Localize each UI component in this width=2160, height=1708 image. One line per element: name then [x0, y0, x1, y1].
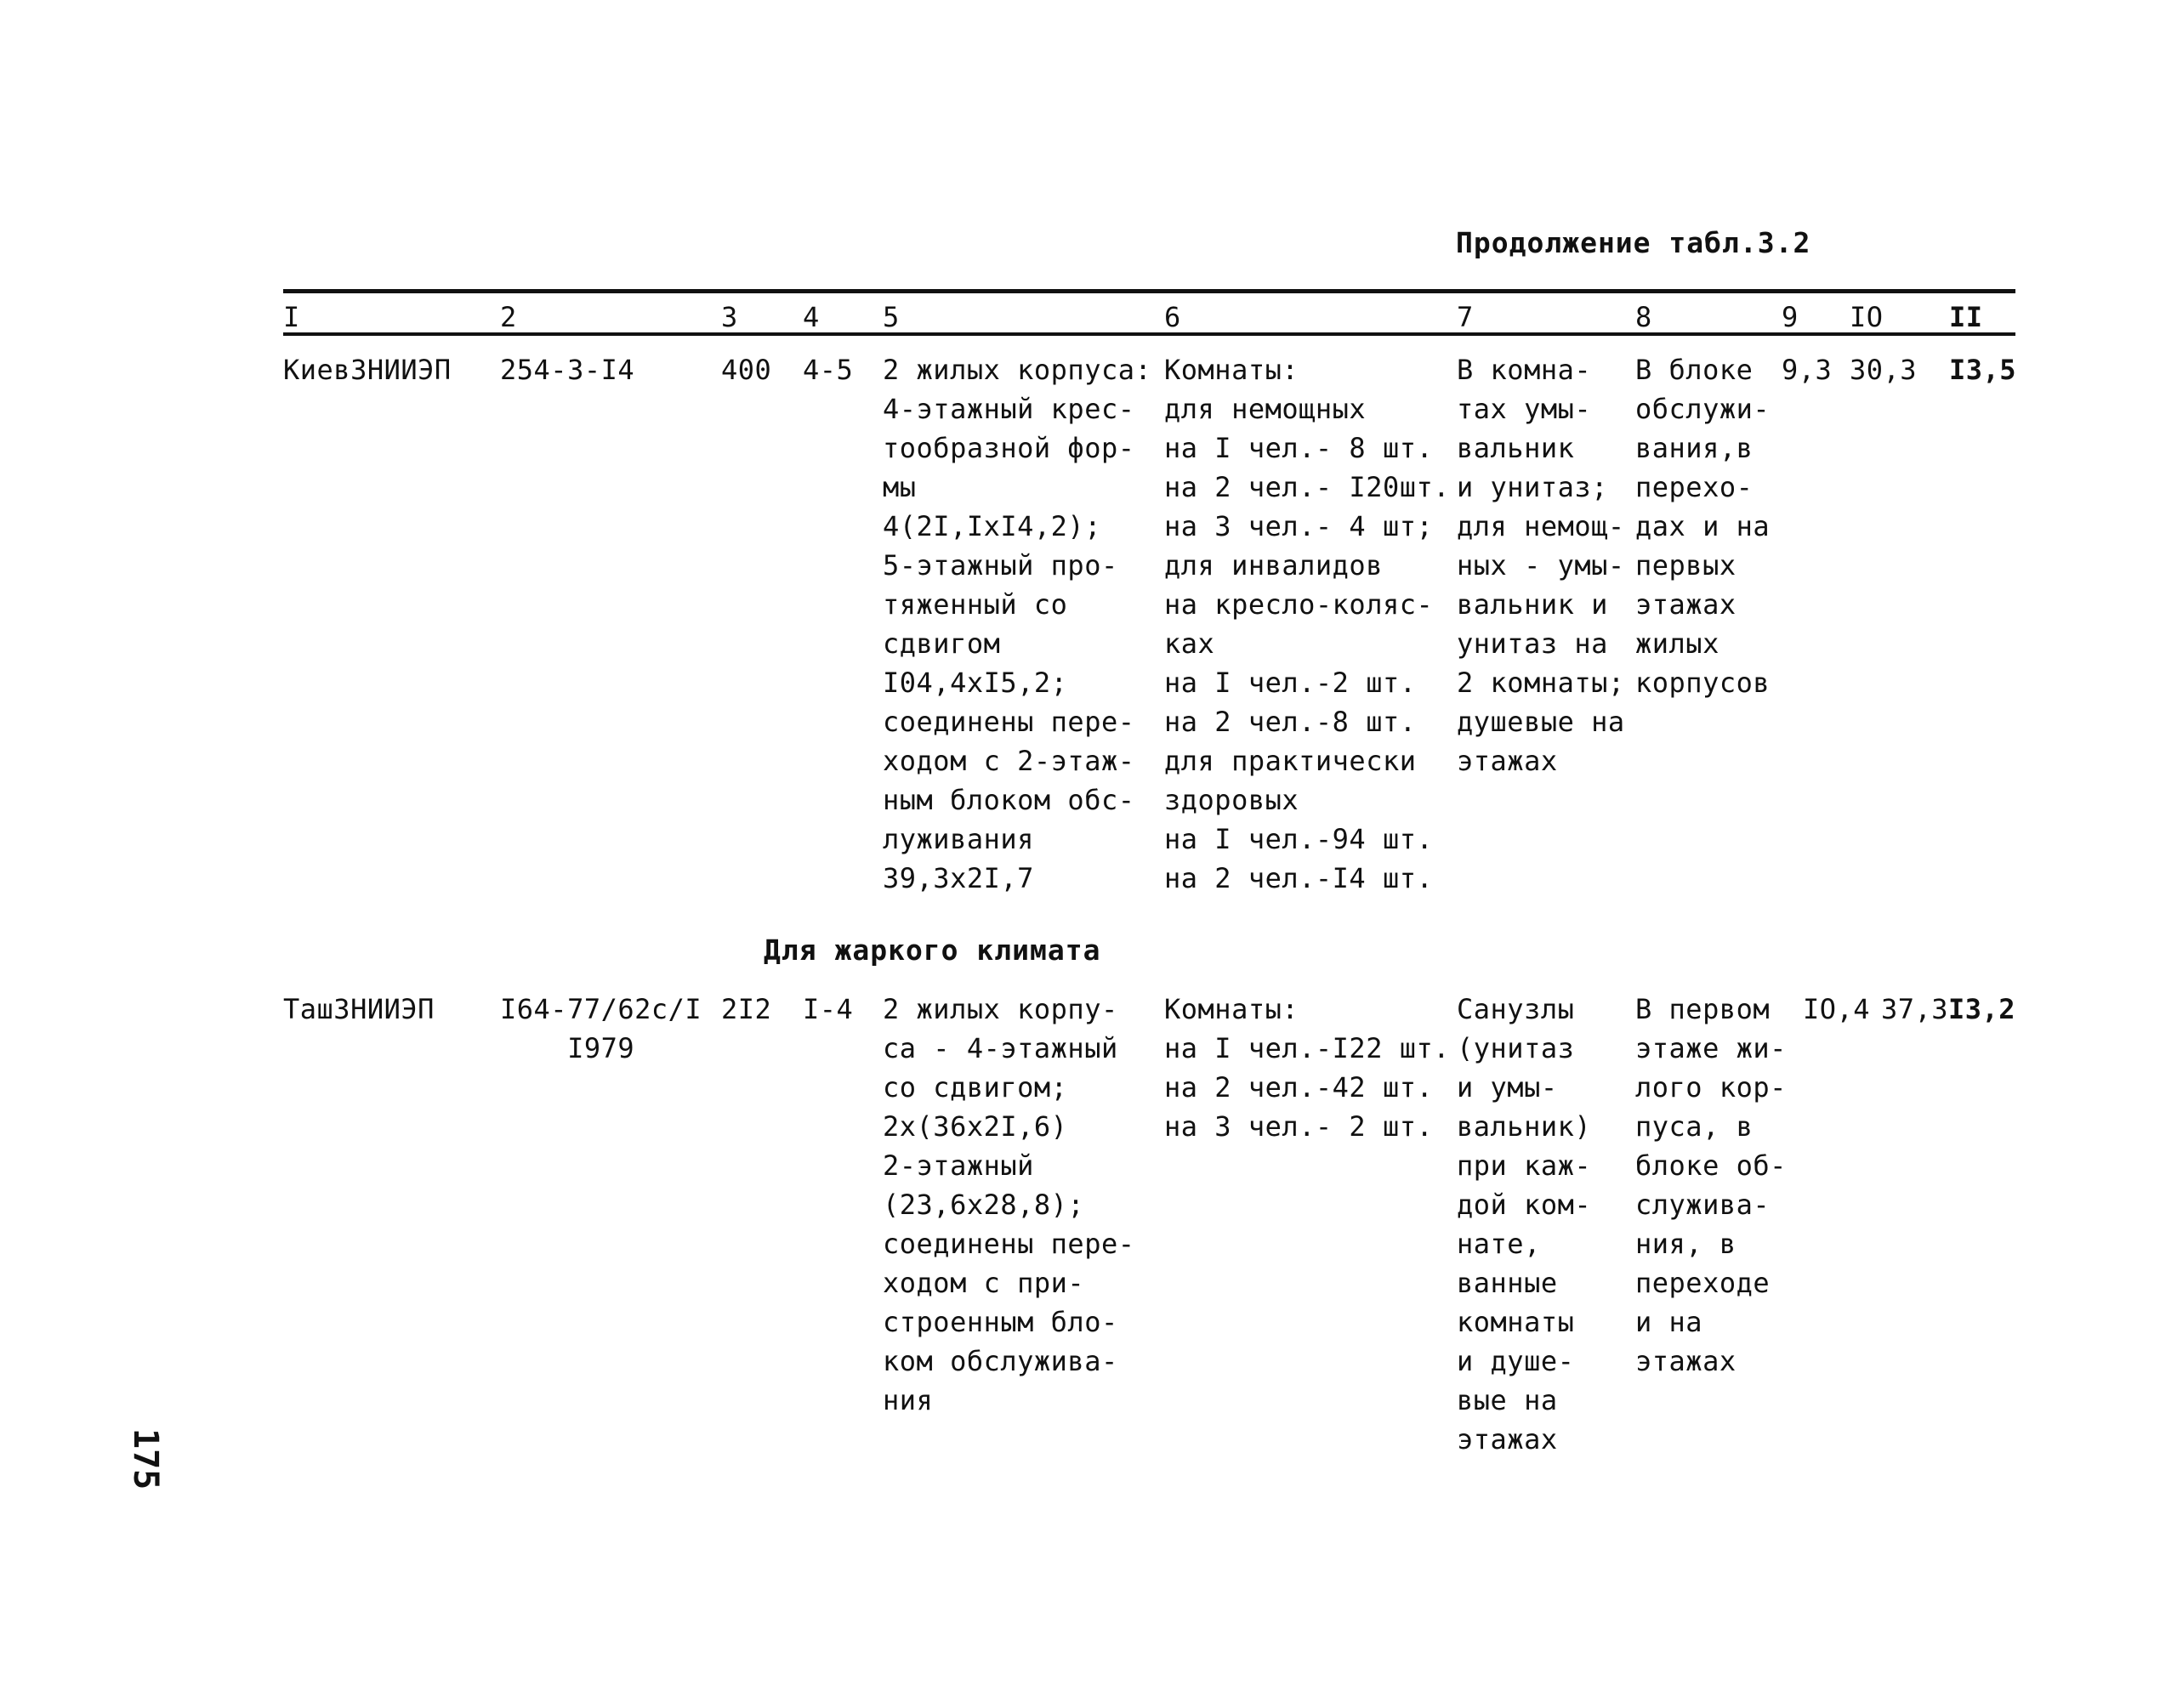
col-header-6: 6 — [1164, 301, 1181, 333]
row1-organization: КиевЗНИИЭП — [283, 354, 452, 386]
col-header-9: 9 — [1782, 301, 1799, 333]
row1-buildings: 2 жилых корпуса: 4-этажный крес- тообразной фор- мы 4(2I,IxI4,2); 5-этажный про- тяженный со сдвигом I04,4xI5,2; соединены пере- ходом с 2-этаж- ным блоком обс- луживания 39,3x2I,7 — [883, 354, 1152, 894]
row2-floors: I-4 — [803, 993, 854, 1025]
row1-value-9: 9,3 — [1782, 354, 1833, 386]
table-header-rule — [283, 332, 2015, 336]
col-header-2: 2 — [500, 301, 517, 333]
col-header-5: 5 — [883, 301, 900, 333]
col-header-8: 8 — [1635, 301, 1652, 333]
col-header-11: II — [1949, 301, 1983, 333]
row2-value-11: I3,2 — [1948, 993, 2016, 1025]
col-header-3: 3 — [721, 301, 738, 333]
row2-value-9: IO,4 — [1803, 993, 1871, 1025]
row1-sanitary: В комна- тах умы- вальник и унитаз; для немощ- ных - умы- вальник и унитаз на 2 комнаты; душевые на этажах — [1457, 354, 1625, 777]
row1-value-11: I3,5 — [1949, 354, 2017, 386]
row2-placement: В первом этаже жи- лого кор- пуса, в блоке об- служива- ния, в переходе и на этажах — [1635, 993, 1787, 1377]
row1-floors: 4-5 — [803, 354, 854, 386]
col-header-4: 4 — [803, 301, 820, 333]
row2-organization: ТашЗНИИЭП — [283, 993, 435, 1025]
row2-capacity: 2I2 — [721, 993, 772, 1025]
row2-sanitary: Санузлы (унитаз и умы- вальник) при каж- дой ком- нате, ванные комнаты и душе- вые на этажах — [1457, 993, 1592, 1455]
section-title-hot-climate: Для жаркого климата — [764, 933, 1101, 967]
row2-rooms: Комнаты: на I чел.-I22 шт. на 2 чел.-42 шт. на 3 чел.- 2 шт. — [1164, 993, 1451, 1143]
col-header-10: IO — [1850, 301, 1884, 333]
col-header-1: I — [283, 301, 300, 333]
page-number: 175 — [126, 1428, 165, 1490]
row1-project-number: 254-3-I4 — [500, 354, 635, 386]
row1-value-10: 30,3 — [1850, 354, 1918, 386]
row2-buildings: 2 жилых корпу- са - 4-этажный со сдвигом; 2x(36x2I,6) 2-этажный (23,6x28,8); соединены пере- ходом с при- строенным бло- ком обслужива- ния — [883, 993, 1135, 1416]
table-top-rule — [283, 289, 2015, 293]
col-header-7: 7 — [1457, 301, 1474, 333]
row1-capacity: 400 — [721, 354, 772, 386]
table-continuation-label: Продолжение табл.3.2 — [1456, 226, 1811, 259]
row1-rooms: Комнаты: для немощных на I чел.- 8 шт. на 2 чел.- I20шт. на 3 чел.- 4 шт; для инвалидов на кресло-коляс- ках на I чел.-2 шт. на 2 чел.-8 шт. для практически здоровых на I чел.-94 шт. на 2 чел.-I4 шт. — [1164, 354, 1451, 894]
row2-project-number: I64-77/62c/I I979 — [500, 993, 702, 1064]
row2-value-10: 37,3 — [1881, 993, 1949, 1025]
row1-placement: В блоке обслужи- вания,в перехо- дах и на первых этажах жилых корпусов — [1635, 354, 1771, 699]
